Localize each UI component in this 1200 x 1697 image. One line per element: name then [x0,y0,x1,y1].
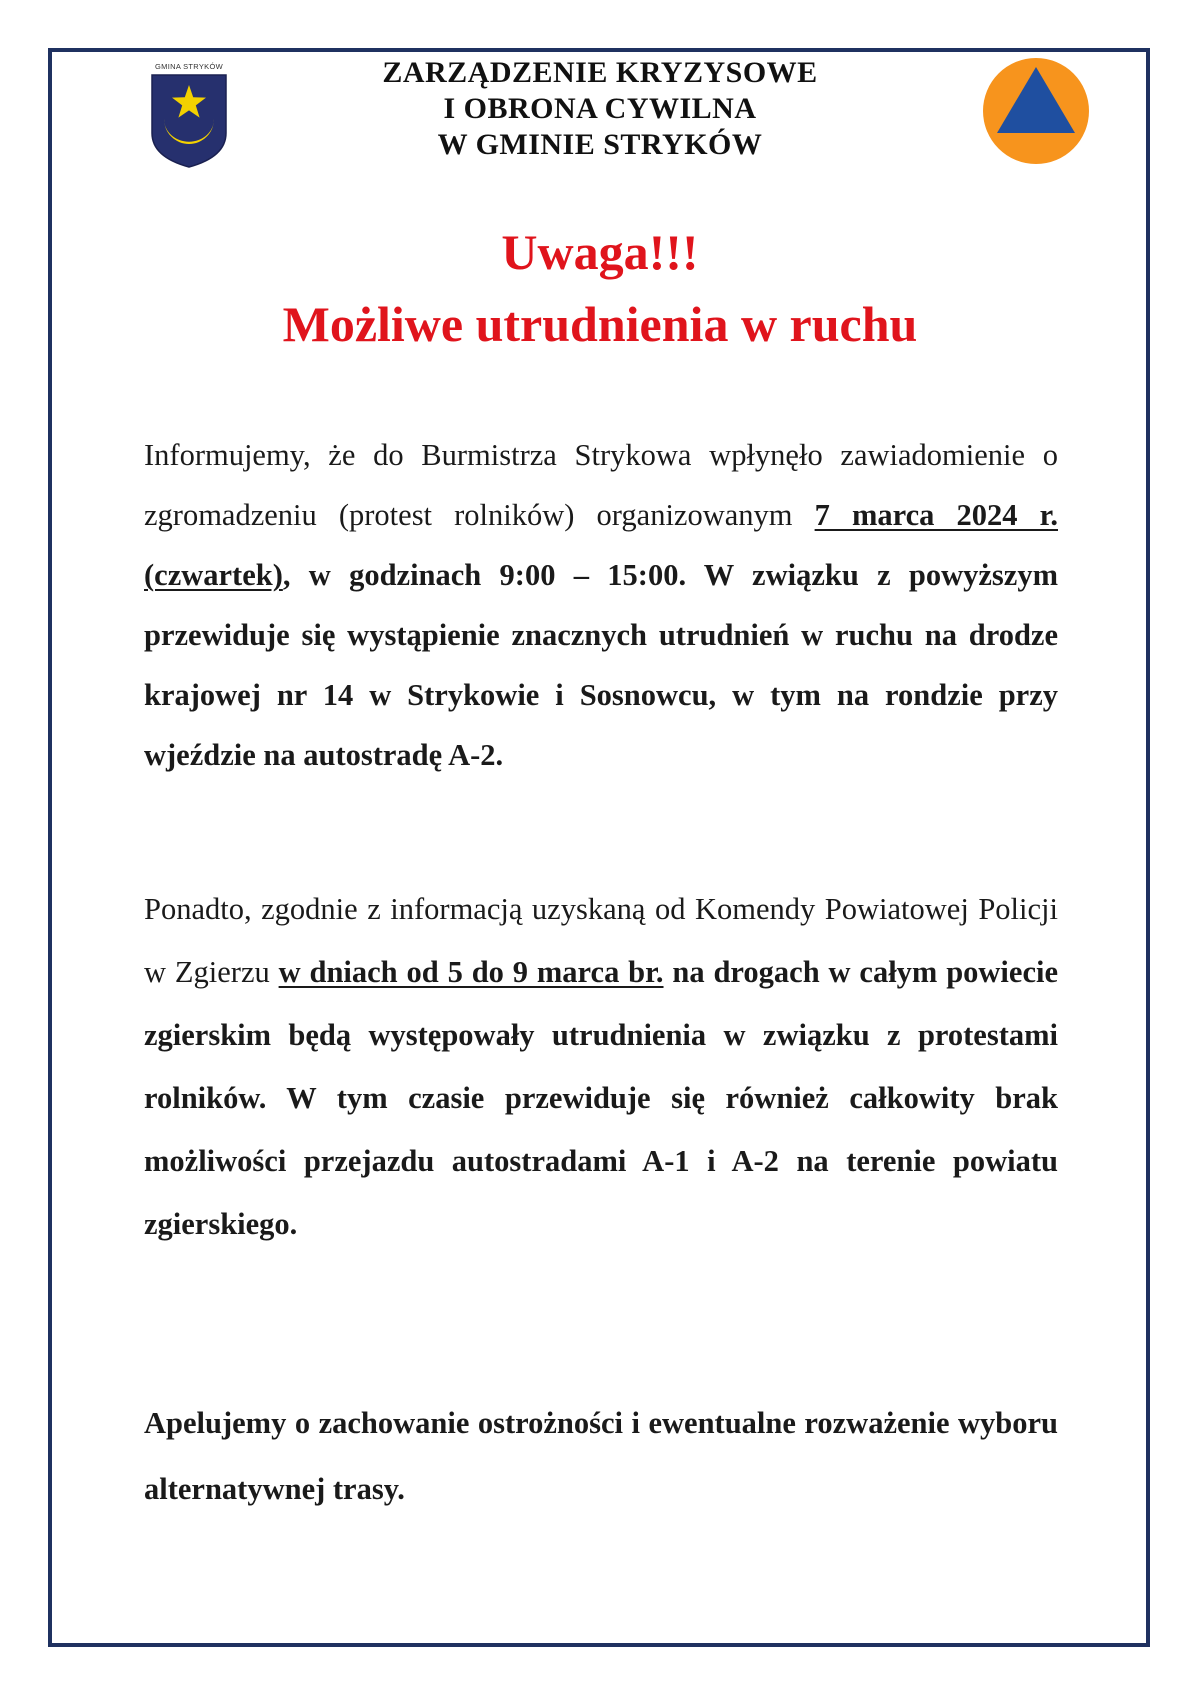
warning-line-1: Uwaga!!! [501,224,699,280]
civil-defense-logo [982,57,1090,165]
warning-line-2: Możliwe utrudnienia w ruchu [282,296,918,352]
paragraph-police-info [144,878,1058,1256]
civil-defense-triangle-icon [982,57,1090,165]
paragraph2-intro: Ponadto, zgodnie z informacją uzyskaną od Komendy Powiatowej Policji w Zgierzu [144,892,1058,989]
warning-heading [100,222,1100,354]
gmina-strykow-crest-icon [150,73,228,169]
paragraph1-date: 7 marca 2024 r. (czwartek) [144,498,1058,592]
paragraph1-intro: Informujemy, że do Burmistrza Strykowa wpłynęło zawiadomienie o zgromadzeniu (protest rolników) organizowanym [144,438,1058,532]
paragraph1-rest: , w godzinach 9:00 – 15:00. W związku z powyższym przewiduje się wystąpienie znacznych utrudnień w ruchu na drodze krajowej nr 14 w Strykowie i Sosnowcu, w tym na rondzie przy wjeździe na autostradę A-2. [144,558,1058,772]
gmina-crest [148,62,230,170]
header-title [300,55,900,163]
header-line-1: ZARZĄDZENIE KRYZYSOWE [382,56,818,89]
paragraph-protest-notice [144,425,1058,785]
paragraph-appeal: Apelujemy o zachowanie ostrożności i ewentualne rozważenie wyboru alternatywnej trasy. [144,1406,1058,1506]
header-line-3: W GMINIE STRYKÓW [437,128,763,161]
paragraph2-rest: na drogach w całym powiecie zgierskim będą występowały utrudnienia w związku z protestami rolników. W tym czasie przewiduje się również całkowity brak możliwości przejazdu autostradami A-1 i A-2 na terenie powiatu zgierskiego. [144,955,1058,1241]
paragraph2-dates: w dniach od 5 do 9 marca br. [278,955,664,989]
crest-label: GMINA STRYKÓW [155,62,223,71]
header-line-2: I OBRONA CYWILNA [443,92,757,125]
